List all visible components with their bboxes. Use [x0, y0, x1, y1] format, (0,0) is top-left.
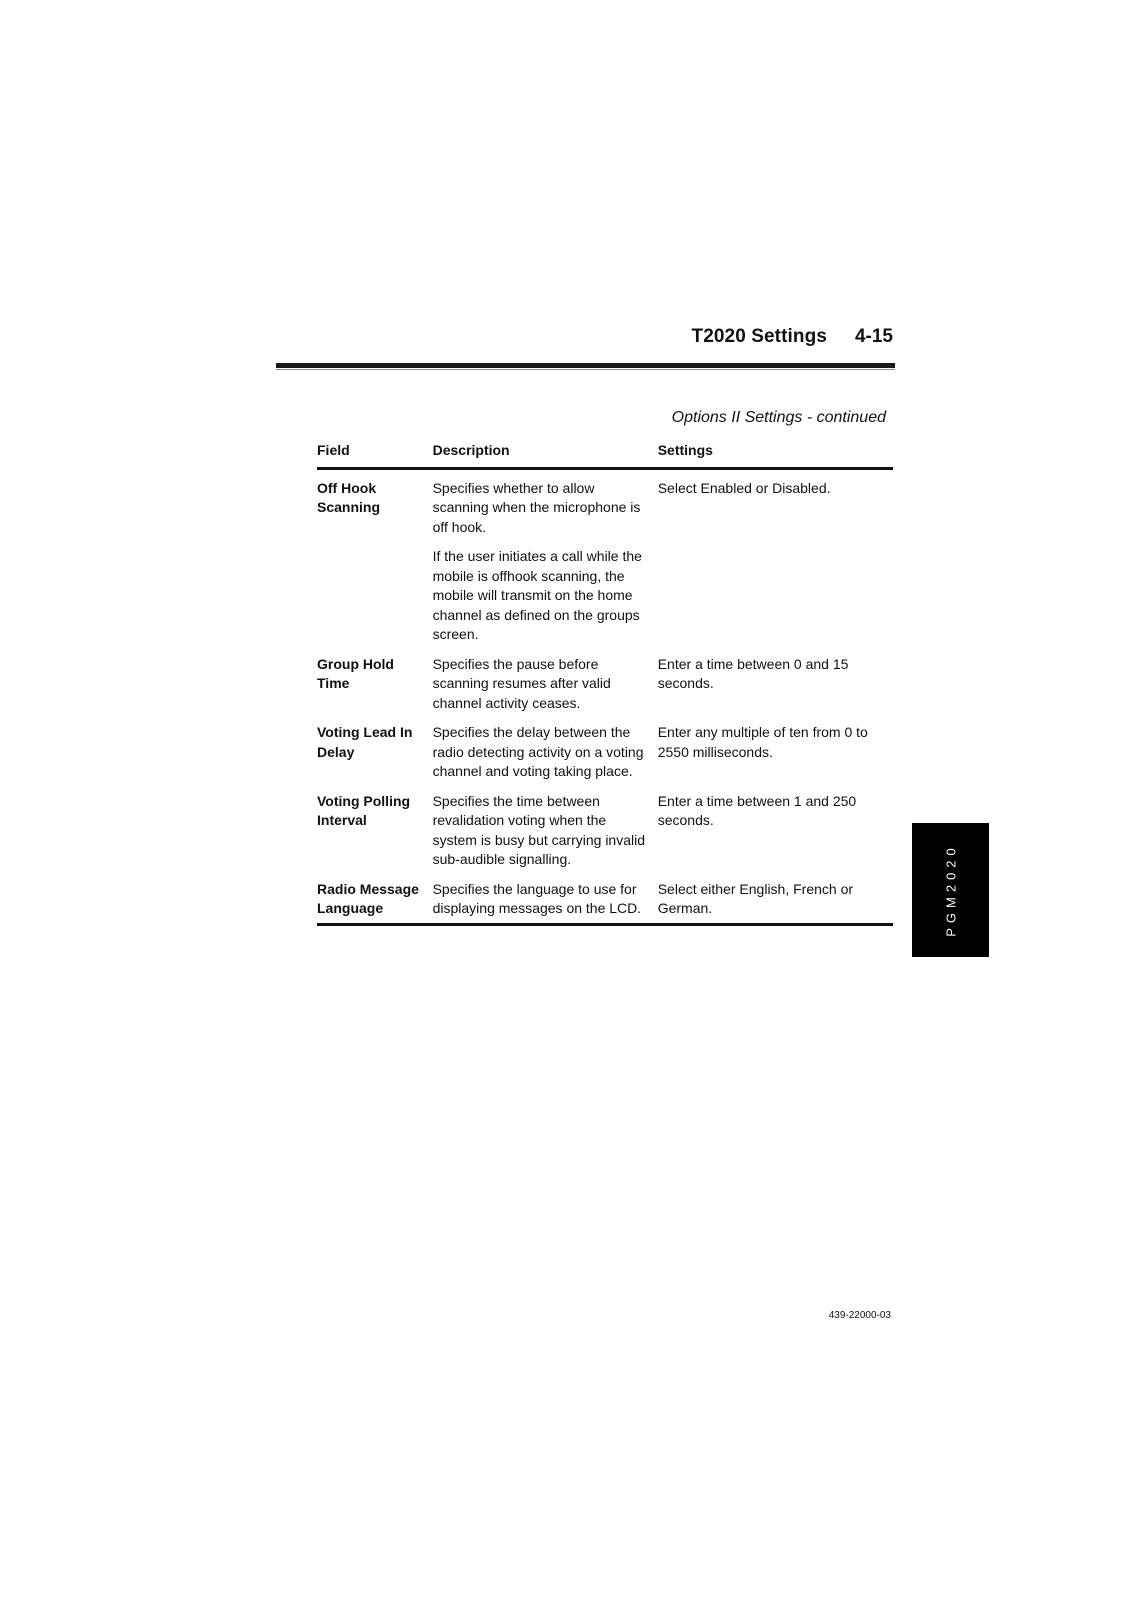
description-cell — [433, 723, 658, 792]
field-name-line: Scanning — [317, 499, 381, 515]
field-name-line: Radio Message — [317, 880, 419, 897]
field-cell — [317, 792, 433, 880]
settings-table — [317, 441, 893, 926]
column-header-description: Description — [433, 441, 658, 468]
description-cell — [433, 880, 658, 925]
table-row — [317, 723, 893, 792]
section-side-tab — [912, 823, 989, 957]
page-number: 4-15 — [854, 326, 893, 347]
column-header-settings: Settings — [658, 441, 893, 468]
column-header-field: Field — [317, 441, 433, 468]
field-name-line: Interval — [317, 812, 367, 828]
field-name-line: Time — [317, 675, 350, 691]
table-row — [317, 468, 893, 655]
description-text: If the user initiates a call while the mobile is offhook scanning, the mobile will transmit on the home channel as defined on the groups screen. — [432, 548, 642, 642]
description-text: Specifies the pause before scanning resumes after valid channel activity ceases. — [432, 655, 611, 711]
field-cell — [317, 655, 433, 724]
page-title: T2020 Settings — [691, 326, 827, 347]
description-text: Specifies the time between revalidation voting when the system is busy but carrying invalid sub-audible signalling. — [432, 792, 646, 867]
settings-cell: Select either English, French or German. — [658, 880, 893, 925]
description-text: Specifies whether to allow scanning when the microphone is off hook. — [432, 479, 641, 535]
field-name-line: Off Hook — [317, 479, 377, 496]
field-name-line: Group Hold — [317, 655, 394, 672]
settings-cell: Select Enabled or Disabled. — [657, 479, 831, 496]
field-name-line: Voting Polling — [317, 792, 411, 809]
table-header-row — [317, 441, 893, 468]
description-cell — [433, 655, 658, 724]
table-row — [317, 880, 893, 925]
field-cell — [317, 723, 433, 792]
field-cell — [317, 468, 433, 655]
settings-cell: Enter a time between 1 and 250 seconds. — [657, 792, 857, 828]
page-header — [276, 326, 895, 356]
side-tab-label: PGM2020 — [943, 843, 958, 937]
table-caption: Options II Settings - continued — [671, 409, 886, 426]
settings-cell: Enter any multiple of ten from 0 to 2550 milliseconds. — [657, 724, 868, 760]
settings-cell: Enter a time between 0 and 15 seconds. — [657, 655, 849, 691]
field-cell — [317, 880, 433, 925]
description-text: Specifies the language to use for displaying messages on the LCD. — [432, 880, 642, 916]
field-name-line: Language — [317, 900, 384, 916]
document-number: 439-22000-03 — [828, 1310, 891, 1321]
description-cell — [433, 792, 658, 880]
header-rule — [276, 363, 895, 368]
table-row — [317, 792, 893, 880]
description-cell — [433, 468, 658, 655]
field-name-line: Delay — [317, 743, 355, 760]
field-name-line: Voting Lead In — [317, 724, 413, 740]
description-text: Specifies the delay between the radio detecting activity on a voting channel and voting taking place. — [432, 724, 644, 779]
table-row — [317, 655, 893, 724]
